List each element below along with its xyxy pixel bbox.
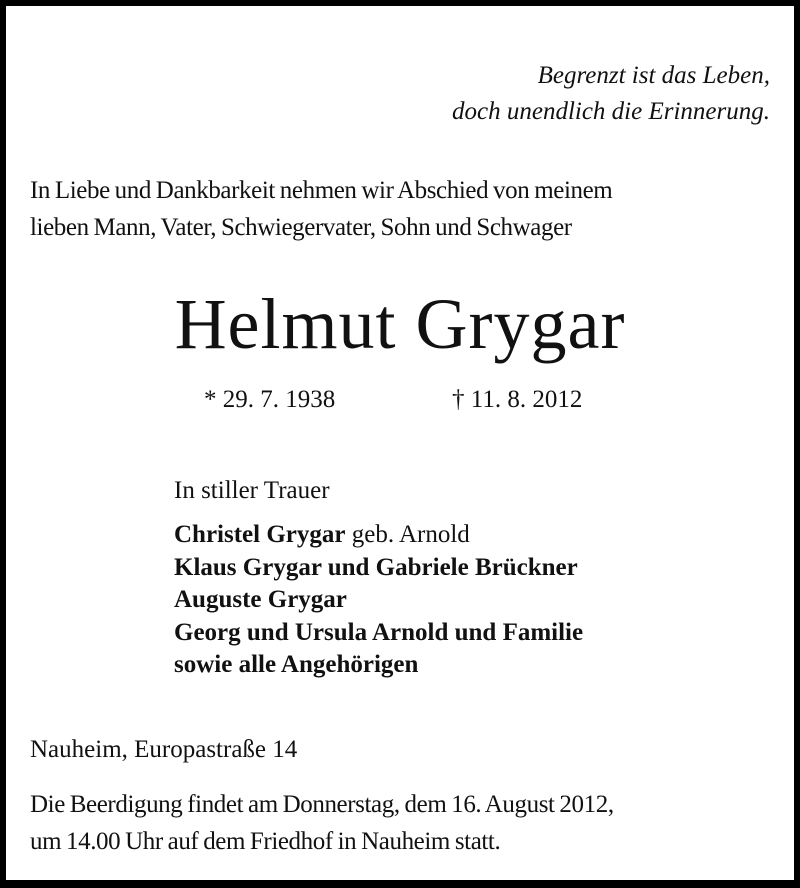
obituary-notice	[6, 6, 794, 880]
motto-line-2: doch unendlich die Erinnerung.	[452, 98, 770, 125]
address: Nauheim, Europastraße 14	[30, 736, 298, 763]
mourner-name: sowie alle Angehörigen	[174, 651, 419, 678]
birth-date: * 29. 7. 1938	[204, 386, 336, 413]
intro-text	[30, 172, 612, 246]
mourner-name: Christel Grygar	[174, 521, 346, 548]
mourners-list	[174, 519, 583, 682]
mourner-name: Auguste Grygar	[174, 586, 347, 613]
intro-line-1: In Liebe und Dankbarkeit nehmen wir Abschied von meinem	[30, 177, 613, 204]
motto-quote	[452, 58, 770, 130]
mourner-line	[174, 519, 583, 552]
mourner-line	[174, 552, 583, 585]
funeral-info	[30, 786, 614, 860]
funeral-line-1: Die Beerdigung findet am Donnerstag, dem 16. August 2012,	[30, 791, 614, 818]
motto-line-1: Begrenzt ist das Leben,	[537, 62, 770, 89]
mourner-line	[174, 649, 583, 682]
mourner-line	[174, 617, 583, 650]
mourner-line	[174, 584, 583, 617]
deceased-name: Helmut Grygar	[174, 284, 626, 364]
intro-line-2: lieben Mann, Vater, Schwiegervater, Sohn und Schwager	[30, 214, 572, 241]
mourning-heading: In stiller Trauer	[174, 477, 330, 504]
mourner-name: Georg und Ursula Arnold und Familie	[174, 618, 584, 646]
mourner-note: geb. Arnold	[345, 521, 470, 548]
mourner-name: Klaus Grygar und Gabriele Brückner	[174, 553, 578, 581]
funeral-line-2: um 14.00 Uhr auf dem Friedhof in Nauheim statt.	[30, 828, 501, 855]
death-date: † 11. 8. 2012	[452, 386, 583, 413]
